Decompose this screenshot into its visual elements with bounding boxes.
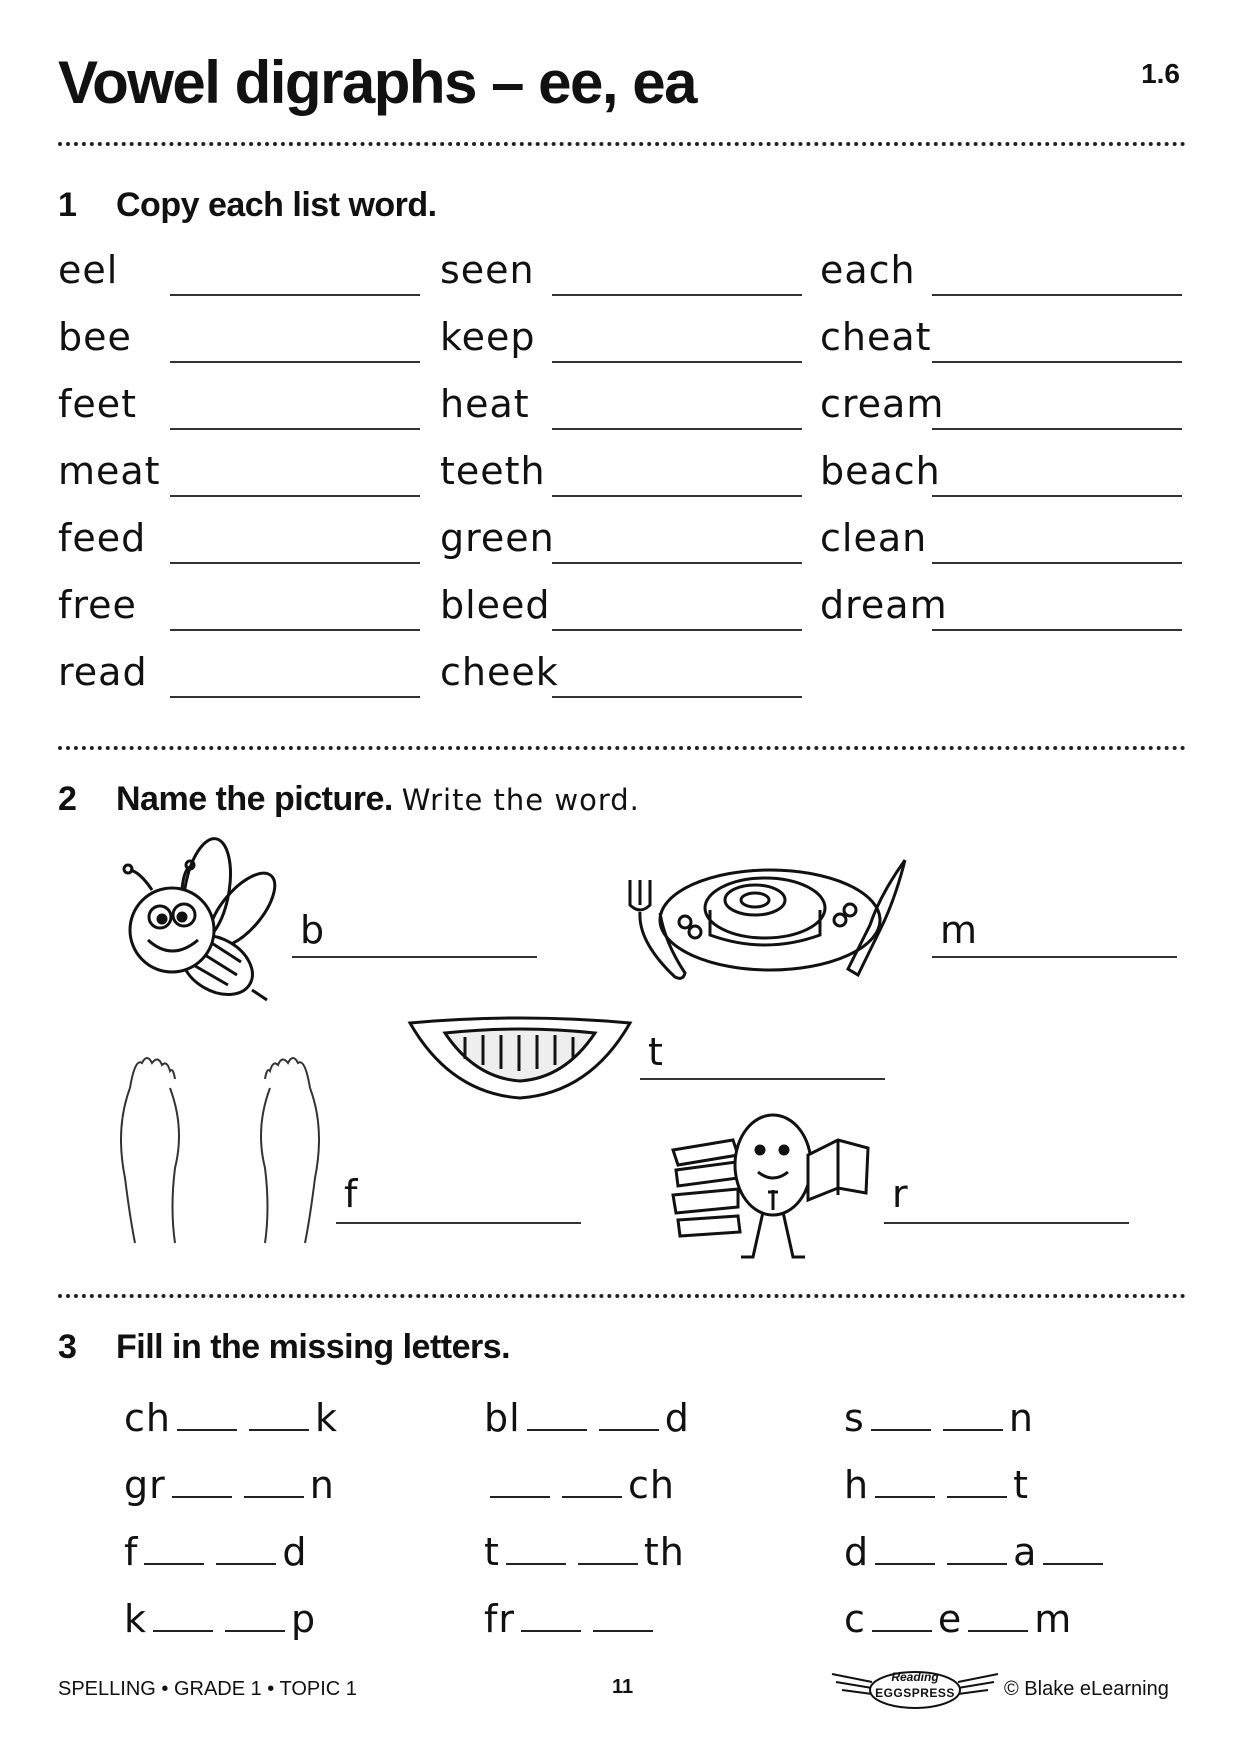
copy-line[interactable] <box>932 562 1182 564</box>
fill-item <box>844 1396 1034 1440</box>
fill-item <box>844 1530 1109 1574</box>
fill-suffix: p <box>291 1597 317 1641</box>
fill-suffix: e <box>937 1597 963 1641</box>
list-word: eel <box>58 248 119 292</box>
divider <box>58 142 1186 146</box>
page-number: 11 <box>612 1676 634 1698</box>
copy-line[interactable] <box>170 696 420 698</box>
fill-prefix: s <box>844 1396 865 1440</box>
fill-item <box>124 1597 316 1641</box>
divider <box>58 746 1186 750</box>
copy-line[interactable] <box>170 294 420 296</box>
copy-line[interactable] <box>552 294 802 296</box>
bee-icon <box>112 835 272 1005</box>
copy-line[interactable] <box>170 562 420 564</box>
footer-topic: SPELLING • GRADE 1 • TOPIC 1 <box>58 1678 357 1700</box>
fill-item <box>484 1597 659 1641</box>
letter-blank[interactable] <box>172 1474 232 1498</box>
section2-subtitle: Write the word. <box>401 783 640 817</box>
fill-prefix: fr <box>484 1597 516 1641</box>
copy-line[interactable] <box>552 562 802 564</box>
list-word: feet <box>58 382 138 426</box>
letter-blank[interactable] <box>871 1407 931 1431</box>
divider <box>58 1294 1186 1298</box>
copy-line[interactable] <box>170 361 420 363</box>
list-word: bee <box>58 315 132 359</box>
list-word: beach <box>820 449 941 493</box>
section3-title: Fill in the missing letters. <box>116 1328 511 1366</box>
copy-line[interactable] <box>552 696 802 698</box>
fill-prefix: ch <box>124 1396 171 1440</box>
fill-prefix: f <box>124 1530 139 1574</box>
letter-blank[interactable] <box>947 1474 1007 1498</box>
fill-item <box>124 1530 308 1574</box>
fill-prefix: gr <box>124 1463 166 1507</box>
copy-line[interactable] <box>552 361 802 363</box>
write-line[interactable] <box>884 1222 1129 1224</box>
fill-prefix: t <box>484 1530 500 1574</box>
teeth-icon <box>405 1015 635 1105</box>
list-word: bleed <box>440 583 551 627</box>
list-word: feed <box>58 516 147 560</box>
letter-blank[interactable] <box>947 1541 1007 1565</box>
fill-prefix: h <box>844 1463 870 1507</box>
list-word: meat <box>58 449 161 493</box>
letter-blank[interactable] <box>593 1608 653 1632</box>
copy-line[interactable] <box>170 428 420 430</box>
reading-egg-icon <box>668 1100 868 1270</box>
letter-blank[interactable] <box>599 1407 659 1431</box>
copy-line[interactable] <box>170 495 420 497</box>
copy-line[interactable] <box>932 294 1182 296</box>
section1-number: 1 <box>58 186 77 224</box>
item-b-letter: b <box>300 908 325 952</box>
list-word: clean <box>820 516 928 560</box>
fill-suffix: t <box>1013 1463 1029 1507</box>
section2-number: 2 <box>58 780 77 818</box>
copy-line[interactable] <box>552 629 802 631</box>
fill-item <box>124 1396 338 1440</box>
list-word: cheat <box>820 315 932 359</box>
write-line[interactable] <box>336 1222 581 1224</box>
logo-text-bottom: EGGSPRESS <box>875 1686 955 1700</box>
copy-line[interactable] <box>932 629 1182 631</box>
page-title: Vowel digraphs – ee, ea <box>58 49 696 116</box>
letter-blank[interactable] <box>506 1541 566 1565</box>
fill-prefix: bl <box>484 1396 521 1440</box>
copy-line[interactable] <box>932 495 1182 497</box>
write-line[interactable] <box>932 956 1177 958</box>
reading-eggspress-logo <box>830 1668 1000 1710</box>
letter-blank[interactable] <box>875 1541 935 1565</box>
write-line[interactable] <box>292 956 537 958</box>
letter-blank[interactable] <box>144 1541 204 1565</box>
fill-suffix: a <box>1013 1530 1038 1574</box>
list-word: seen <box>440 248 535 292</box>
list-word: keep <box>440 315 536 359</box>
letter-blank[interactable] <box>244 1474 304 1498</box>
item-m-letter: m <box>940 908 978 952</box>
fill-item <box>844 1597 1072 1641</box>
item-t-letter: t <box>648 1030 663 1074</box>
fill-suffix: k <box>314 1396 338 1440</box>
fill-suffix: n <box>1008 1396 1034 1440</box>
letter-blank[interactable] <box>943 1407 1003 1431</box>
feet-icon <box>100 1048 340 1248</box>
list-word: each <box>820 248 916 292</box>
list-word: read <box>58 650 148 694</box>
copy-line[interactable] <box>170 629 420 631</box>
copy-line[interactable] <box>552 428 802 430</box>
fill-suffix: d <box>664 1396 690 1440</box>
letter-blank[interactable] <box>521 1608 581 1632</box>
letter-blank[interactable] <box>490 1474 550 1498</box>
list-word: cheek <box>440 650 559 694</box>
section2-title <box>116 780 640 819</box>
fill-prefix: d <box>844 1530 870 1574</box>
fill-suffix: th <box>643 1530 685 1574</box>
letter-blank[interactable] <box>177 1407 237 1431</box>
fill-suffix: d <box>282 1530 308 1574</box>
copy-line[interactable] <box>552 495 802 497</box>
fill-item <box>484 1463 675 1507</box>
meat-plate-icon <box>615 850 915 980</box>
letter-blank[interactable] <box>875 1474 935 1498</box>
letter-blank[interactable] <box>249 1407 309 1431</box>
copy-line[interactable] <box>932 361 1182 363</box>
logo-text-top: Reading <box>891 1670 939 1684</box>
fill-item <box>484 1396 690 1440</box>
section1-title: Copy each list word. <box>116 186 437 224</box>
topic-code: 1.6 <box>1141 58 1180 89</box>
write-line[interactable] <box>640 1078 885 1080</box>
copyright: © Blake eLearning <box>1004 1678 1169 1700</box>
letter-blank[interactable] <box>578 1541 638 1565</box>
fill-suffix: ch <box>628 1463 675 1507</box>
item-f-letter: f <box>344 1172 358 1216</box>
list-word: cream <box>820 382 945 426</box>
letter-blank[interactable] <box>216 1541 276 1565</box>
letter-blank[interactable] <box>872 1608 932 1632</box>
copy-line[interactable] <box>932 428 1182 430</box>
letter-blank[interactable] <box>1043 1541 1103 1565</box>
fill-item <box>484 1530 685 1574</box>
section3-number: 3 <box>58 1328 77 1366</box>
letter-blank[interactable] <box>968 1608 1028 1632</box>
list-word: dream <box>820 583 948 627</box>
fill-item <box>124 1463 335 1507</box>
fill-suffix: m <box>1034 1597 1073 1641</box>
list-word: teeth <box>440 449 546 493</box>
section2-title-text: Name the picture. <box>116 780 393 818</box>
list-word: green <box>440 516 555 560</box>
fill-prefix: k <box>124 1597 148 1641</box>
list-word: heat <box>440 382 530 426</box>
list-word: free <box>58 583 137 627</box>
letter-blank[interactable] <box>225 1608 285 1632</box>
letter-blank[interactable] <box>153 1608 213 1632</box>
letter-blank[interactable] <box>562 1474 622 1498</box>
item-r-letter: r <box>892 1172 908 1216</box>
fill-prefix: c <box>844 1597 866 1641</box>
letter-blank[interactable] <box>527 1407 587 1431</box>
fill-suffix: n <box>309 1463 335 1507</box>
fill-item <box>844 1463 1029 1507</box>
